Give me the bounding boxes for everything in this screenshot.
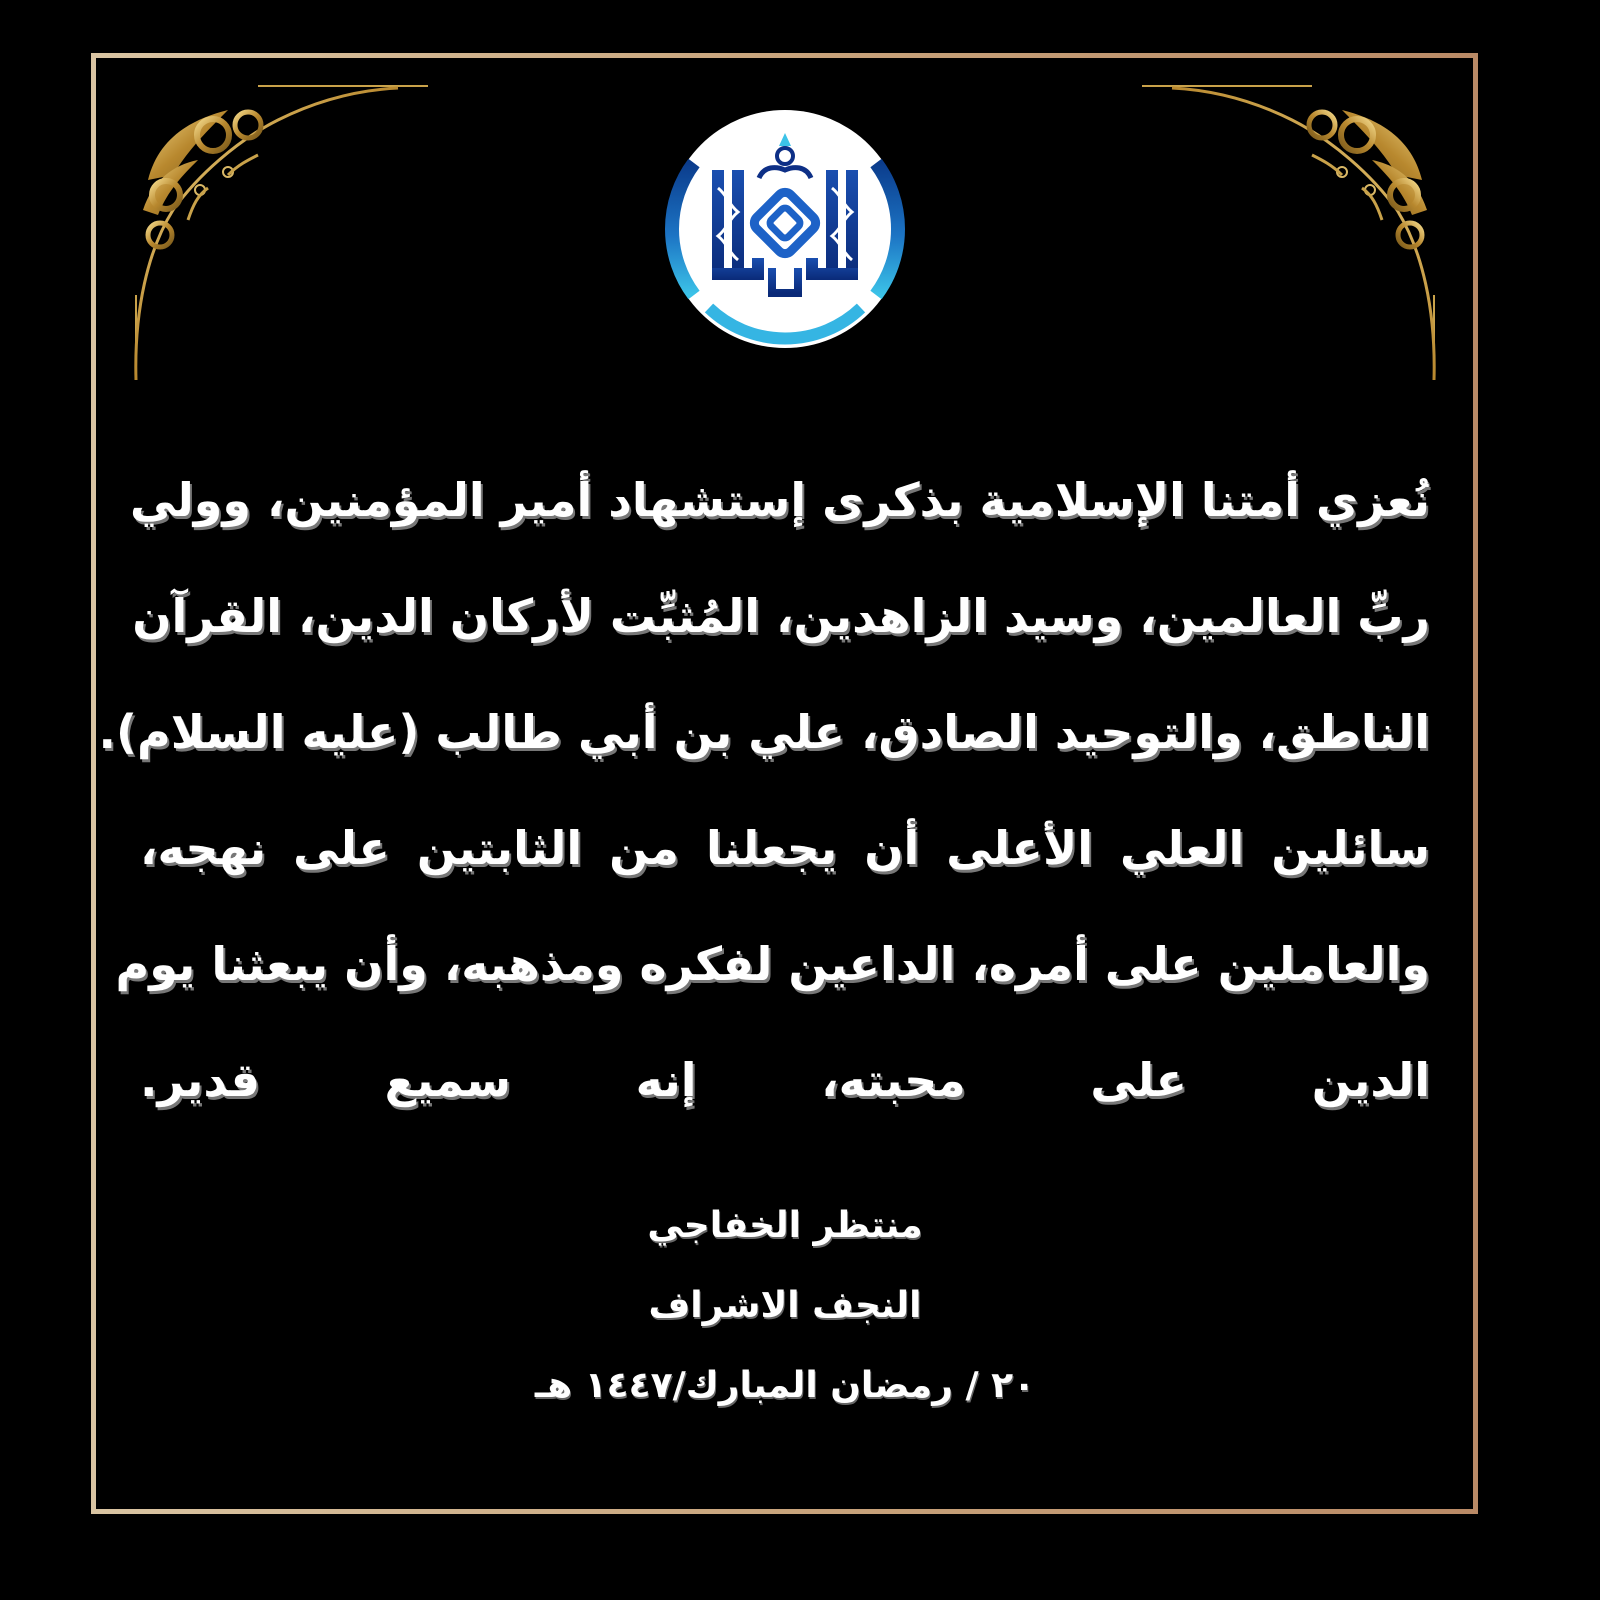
signatory-name: منتظر الخفاجي bbox=[647, 1205, 923, 1246]
ornament-corner-top-right-icon bbox=[1132, 80, 1442, 390]
signatory-place: النجف الاشراف bbox=[648, 1285, 922, 1326]
signature-date: ٢٠ / رمضان المبارك/١٤٤٧ هـ bbox=[534, 1365, 1036, 1406]
condolence-message bbox=[98, 455, 1430, 1151]
message-line-1: نُعزي أمتنا الإسلامية بذكرى إستشهاد أمير المؤمنين، وولي bbox=[130, 473, 1430, 527]
ornament-corner-top-left-icon bbox=[128, 80, 438, 390]
message-line-6: الدين على محبته، إنه سميع قدير. bbox=[140, 1053, 1430, 1107]
message-line-4: سائلين العلي الأعلى أن يجعلنا من الثابتين على نهجه، bbox=[140, 821, 1430, 875]
message-line-2: ربِّ العالمين، وسيد الزاهدين، المُثبِّت لأركان الدين، القرآن bbox=[132, 589, 1430, 643]
kufic-calligraphy-logo-icon bbox=[664, 108, 906, 350]
message-line-5: والعاملين على أمره، الداعين لفكره ومذهبه، وأن يبعثنا يوم bbox=[115, 937, 1430, 991]
message-line-3: الناطق، والتوحيد الصادق، علي بن أبي طالب (عليه السلام). bbox=[98, 705, 1430, 759]
